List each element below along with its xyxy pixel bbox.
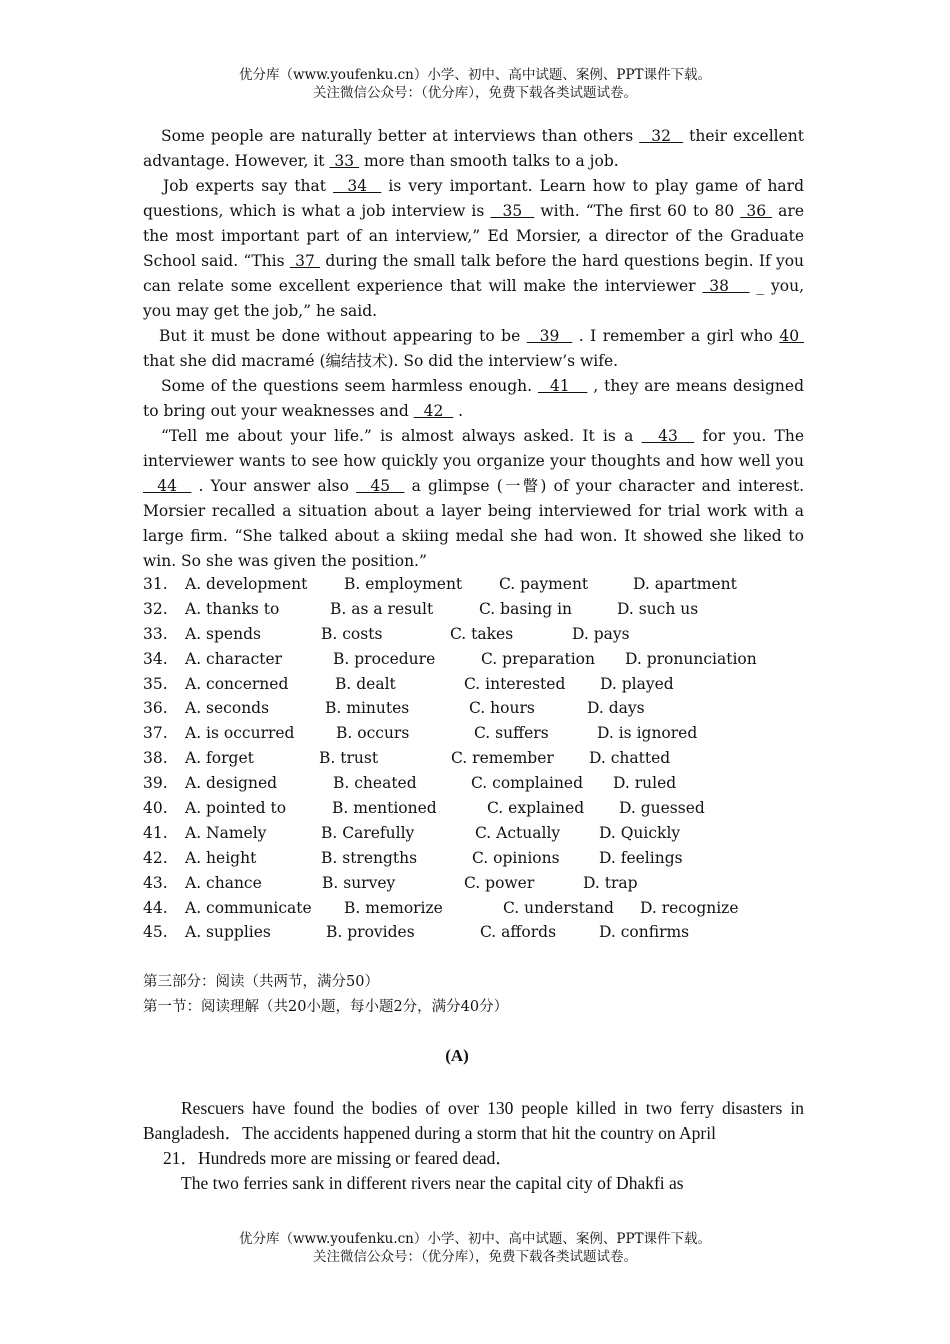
cloze-paragraph — [143, 124, 804, 174]
answer-blank-38: 38 — [702, 277, 750, 295]
option-d: D. played — [600, 674, 674, 693]
answer-blank-32: 32 — [639, 127, 684, 145]
option-a: A. pointed to — [185, 799, 287, 818]
question-options-row — [143, 846, 823, 871]
option-a: A. designed — [185, 774, 278, 793]
option-d: D. chatted — [589, 749, 671, 768]
option-a: A. spends — [185, 624, 261, 643]
option-d: D. recognize — [640, 898, 739, 917]
question-options-row — [143, 896, 823, 921]
cloze-paragraph — [143, 324, 804, 374]
passage-text: their excellent advantage. However, it — [143, 127, 805, 170]
option-a: A. height — [185, 848, 257, 867]
option-a: A. supplies — [185, 923, 271, 942]
question-options-row — [143, 796, 823, 821]
option-d: D. pays — [572, 624, 630, 643]
passage-text: a glimpse (一瞥) of your character and interest. Morsier recalled a situation about a layer being interviewed for trial work with a large firm. “She talked about a skiing medal she had won. It showed she liked to win. So she was given the position.” — [143, 477, 804, 570]
passage-text: But it must be done without appearing to be — [159, 327, 527, 345]
question-number: 34. — [143, 649, 168, 668]
option-a: A. communicate — [185, 898, 312, 917]
passage-text: . Your answer also — [191, 477, 357, 495]
header-line-2: 关注微信公众号：（优分库），免费下载各类试题试卷。 — [313, 85, 637, 101]
answer-blank-34: 34 — [333, 177, 382, 195]
option-b: B. trust — [319, 749, 379, 768]
option-b: B. occurs — [336, 724, 410, 743]
option-c: C. suffers — [474, 724, 549, 743]
passage-text: Job experts say that — [163, 177, 334, 195]
option-d: D. guessed — [619, 799, 705, 818]
option-a: A. is occurred — [185, 724, 295, 743]
passage-text: with. “The first 60 to 80 — [534, 202, 741, 220]
passage-text: _ you, you may get the job,” he said. — [143, 277, 804, 320]
question-number: 38. — [143, 749, 168, 768]
option-d: D. days — [587, 699, 645, 718]
question-number: 40. — [143, 799, 168, 818]
passage-text: is very important. Learn how to play game of hard questions, which is what a job interview is — [143, 177, 804, 220]
option-d: D. is ignored — [597, 724, 698, 743]
option-a: A. chance — [185, 873, 262, 892]
option-b: B. strengths — [321, 848, 418, 867]
option-c: C. power — [464, 873, 535, 892]
option-b: B. provides — [326, 923, 415, 942]
answer-blank-36: 36 — [740, 202, 773, 220]
section-heading — [143, 970, 508, 1020]
question-number: 43. — [143, 873, 168, 892]
option-d: D. ruled — [613, 774, 677, 793]
answer-blank-45: 45 — [356, 477, 405, 495]
question-number: 36. — [143, 699, 168, 718]
reading-paragraph: 21．Hundreds more are missing or feared dead． — [163, 1148, 513, 1168]
passage-text: during the small talk before the hard questions begin. If you can relate some excellent experience that will make the interviewer — [143, 252, 805, 295]
passage-text: . I remember a girl who — [572, 327, 780, 345]
option-c: C. opinions — [472, 848, 560, 867]
question-options-row — [143, 821, 823, 846]
passage-text: that she did macramé (编结技术). So did the interview’s wife. — [143, 352, 619, 370]
question-options-row — [143, 672, 823, 697]
reading-paragraph: Rescuers have found the bodies of over 130 people killed in two ferry disasters in Bangladesh．The accidents happened during a storm that hit the country on April — [143, 1098, 804, 1143]
option-b: B. mentioned — [332, 799, 437, 818]
option-c: C. hours — [469, 699, 535, 718]
answer-blank-43: 43 — [641, 427, 695, 445]
answer-blank-42: 42 — [413, 402, 454, 420]
question-number: 45. — [143, 923, 168, 942]
option-c: C. understand — [503, 898, 614, 917]
page-header — [0, 66, 950, 102]
passage-text: more than smooth talks to a job. — [359, 152, 619, 170]
option-a: A. thanks to — [185, 599, 280, 618]
option-d: D. feelings — [599, 848, 683, 867]
part-heading: 第三部分：阅读（共两节，满分50） — [143, 974, 379, 990]
option-a: A. development — [185, 575, 308, 593]
option-c: C. payment — [499, 575, 589, 593]
cloze-paragraph — [143, 374, 804, 424]
question-options-row — [143, 622, 823, 647]
question-number: 32. — [143, 599, 168, 618]
question-options-row — [143, 647, 823, 672]
answer-blank-33: 33 — [329, 152, 360, 170]
passage-text: are the most important part of an interview,” Ed Morsier, a director of the Graduate School said. “This — [143, 202, 805, 270]
option-b: B. costs — [321, 624, 383, 643]
option-d: D. pronunciation — [625, 649, 757, 668]
option-a: A. Namely — [185, 823, 267, 842]
cloze-passage — [143, 124, 804, 574]
question-options-row — [143, 746, 823, 771]
passage-text: “Tell me about your life.” is almost always asked. It is a — [161, 427, 642, 445]
option-b: B. procedure — [333, 649, 436, 668]
cloze-paragraph — [143, 174, 804, 324]
answer-blank-35: 35 — [490, 202, 535, 220]
passage-text: . — [453, 402, 464, 420]
page-footer — [0, 1230, 950, 1266]
answer-blank-44: 44 — [143, 477, 192, 495]
question-number: 39. — [143, 774, 168, 793]
question-options-row — [143, 597, 823, 622]
option-d: D. confirms — [599, 923, 690, 942]
reading-paragraph: The two ferries sank in different rivers near the capital city of Dhakfi as — [181, 1173, 684, 1193]
option-b: B. memorize — [344, 898, 443, 917]
option-c: C. affords — [480, 923, 557, 942]
question-number: 31. — [143, 575, 168, 593]
question-options-row — [143, 721, 823, 746]
option-b: B. employment — [344, 575, 463, 593]
option-c: C. takes — [450, 624, 514, 643]
passage-text: , they are means designed to bring out your weaknesses and — [143, 377, 805, 420]
option-d: D. trap — [583, 873, 638, 892]
question-options-row — [143, 771, 823, 796]
passage-text: Some of the questions seem harmless enough. — [161, 377, 538, 395]
question-options-row — [143, 572, 823, 597]
reading-passage — [143, 1096, 804, 1196]
option-a: A. seconds — [185, 699, 270, 718]
question-number: 42. — [143, 848, 168, 867]
option-b: B. Carefully — [321, 823, 415, 842]
answer-options-list — [143, 572, 823, 945]
footer-line-1: 优分库（www.youfenku.cn）小学、初中、高中试题、案例、PPT课件下载。 — [238, 1231, 712, 1247]
passage-text: Some people are naturally better at interviews than others — [161, 127, 640, 145]
option-a: A. concerned — [185, 674, 289, 693]
option-b: B. survey — [322, 873, 396, 892]
option-c: C. explained — [487, 799, 585, 818]
answer-blank-40: 40 — [779, 327, 805, 345]
option-b: B. minutes — [325, 699, 410, 718]
option-b: B. cheated — [333, 774, 417, 793]
option-a: A. character — [185, 649, 283, 668]
option-b: B. as a result — [330, 599, 434, 618]
question-number: 37. — [143, 724, 168, 743]
option-a: A. forget — [185, 749, 254, 768]
header-line-1: 优分库（www.youfenku.cn）小学、初中、高中试题、案例、PPT课件下载。 — [238, 67, 712, 83]
reading-title: (A) — [445, 1046, 469, 1065]
subsection-heading: 第一节：阅读理解（共20小题，每小题2分，满分40分） — [143, 999, 509, 1015]
question-options-row — [143, 871, 823, 896]
option-c: C. basing in — [479, 599, 573, 618]
question-number: 33. — [143, 624, 168, 643]
option-d: D. Quickly — [599, 823, 681, 842]
option-c: C. Actually — [475, 823, 561, 842]
option-c: C. complained — [471, 774, 584, 793]
option-d: D. apartment — [633, 575, 737, 593]
option-c: C. preparation — [481, 649, 595, 668]
cloze-paragraph — [143, 424, 804, 574]
question-options-row — [143, 696, 823, 721]
answer-blank-41: 41 — [537, 377, 588, 395]
passage-text: for you. The interviewer wants to see how quickly you organize your thoughts and how well you — [143, 427, 804, 470]
answer-blank-39: 39 — [526, 327, 573, 345]
option-d: D. such us — [617, 599, 699, 618]
option-c: C. interested — [464, 674, 566, 693]
option-c: C. remember — [451, 749, 554, 768]
footer-line-2: 关注微信公众号：（优分库），免费下载各类试题试卷。 — [313, 1249, 637, 1265]
option-b: B. dealt — [335, 674, 396, 693]
answer-blank-37: 37 — [289, 252, 321, 270]
question-options-row — [143, 920, 823, 945]
question-number: 35. — [143, 674, 168, 693]
question-number: 41. — [143, 823, 168, 842]
question-number: 44. — [143, 898, 168, 917]
